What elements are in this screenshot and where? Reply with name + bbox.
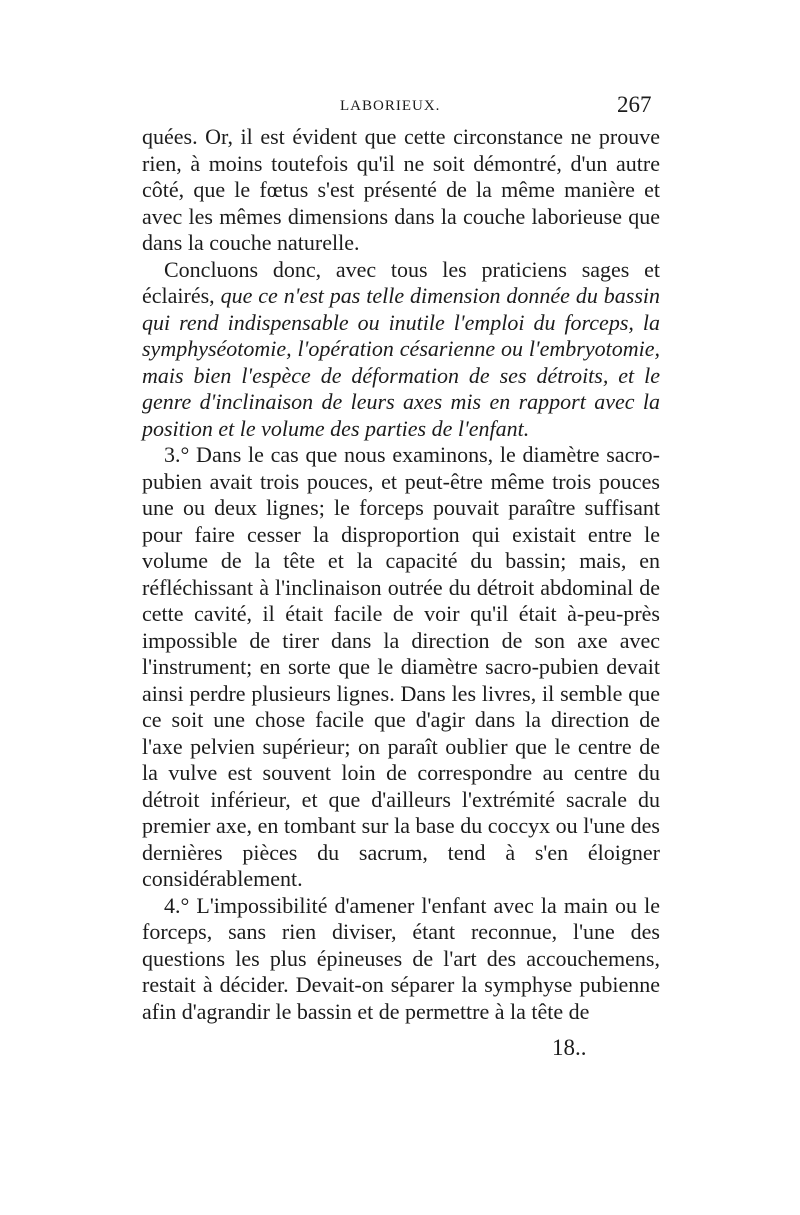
paragraph-3: 3.° Dans le cas que nous examinons, le diamètre sacro-pubien avait trois pouces, et peut-être même trois pouces une ou deux lignes; le forceps pouvait paraître suffisant pour faire cesser la disproportion qui existait entre le volume de la tête et la capacité du bassin; mais, en réfléchissant à l'inclinaison outrée du détroit abdominal de cette cavité, il était facile de voir qu'il était à-peu-près impossible de tirer dans la direction de son axe avec l'instrument; en sorte que le diamètre sacro-pubien devait ainsi perdre plusieurs lignes. Dans les livres, il semble que ce soit une chose facile que d'agir dans la direction de l'axe pelvien supérieur; on paraît oublier que le centre de la vulve est souvent loin de correspondre au centre du détroit inférieur, et que d'ailleurs l'extrémité sacrale du premier axe, en tombant sur la base du coccyx ou l'une des dernières pièces du sacrum, tend à s'en éloigner considérablement.	[142, 442, 660, 891]
paragraph-2	[142, 257, 660, 443]
running-head: LABORIEUX.	[340, 98, 441, 114]
paragraph-1: quées. Or, il est évident que cette circonstance ne prouve rien, à moins toutefois qu'il ne soit démontré, d'un autre côté, que le fœtus s'est présenté de la même manière et avec les mêmes dimensions dans la couche laborieuse que dans la couche naturelle.	[142, 124, 660, 255]
paragraph-2-italic: que ce n'est pas telle dimension donnée du bassin qui rend indispensable ou inutile l'emploi du forceps, la symphyséotomie, l'opération césarienne ou l'embryotomie, mais bien l'espèce de déformation de ses détroits, et le genre d'inclinaison de leurs axes mis en rapport avec la position et le volume des parties de l'enfant.	[142, 283, 660, 441]
signature-mark: 18..	[552, 1035, 587, 1060]
body-text	[142, 124, 660, 1025]
paragraph-4: 4.° L'impossibilité d'amener l'enfant avec la main ou le forceps, sans rien diviser, étant reconnue, l'une des questions les plus épineuses de l'art des accouchemens, restait à décider. Devait-on séparer la symphyse pubienne afin d'agrandir le bassin et de permettre à la tête de	[142, 892, 660, 1024]
paragraph-2-roman: Concluons donc, avec tous les praticiens sages et éclairés,	[142, 256, 660, 308]
page-number: 267	[617, 92, 652, 117]
